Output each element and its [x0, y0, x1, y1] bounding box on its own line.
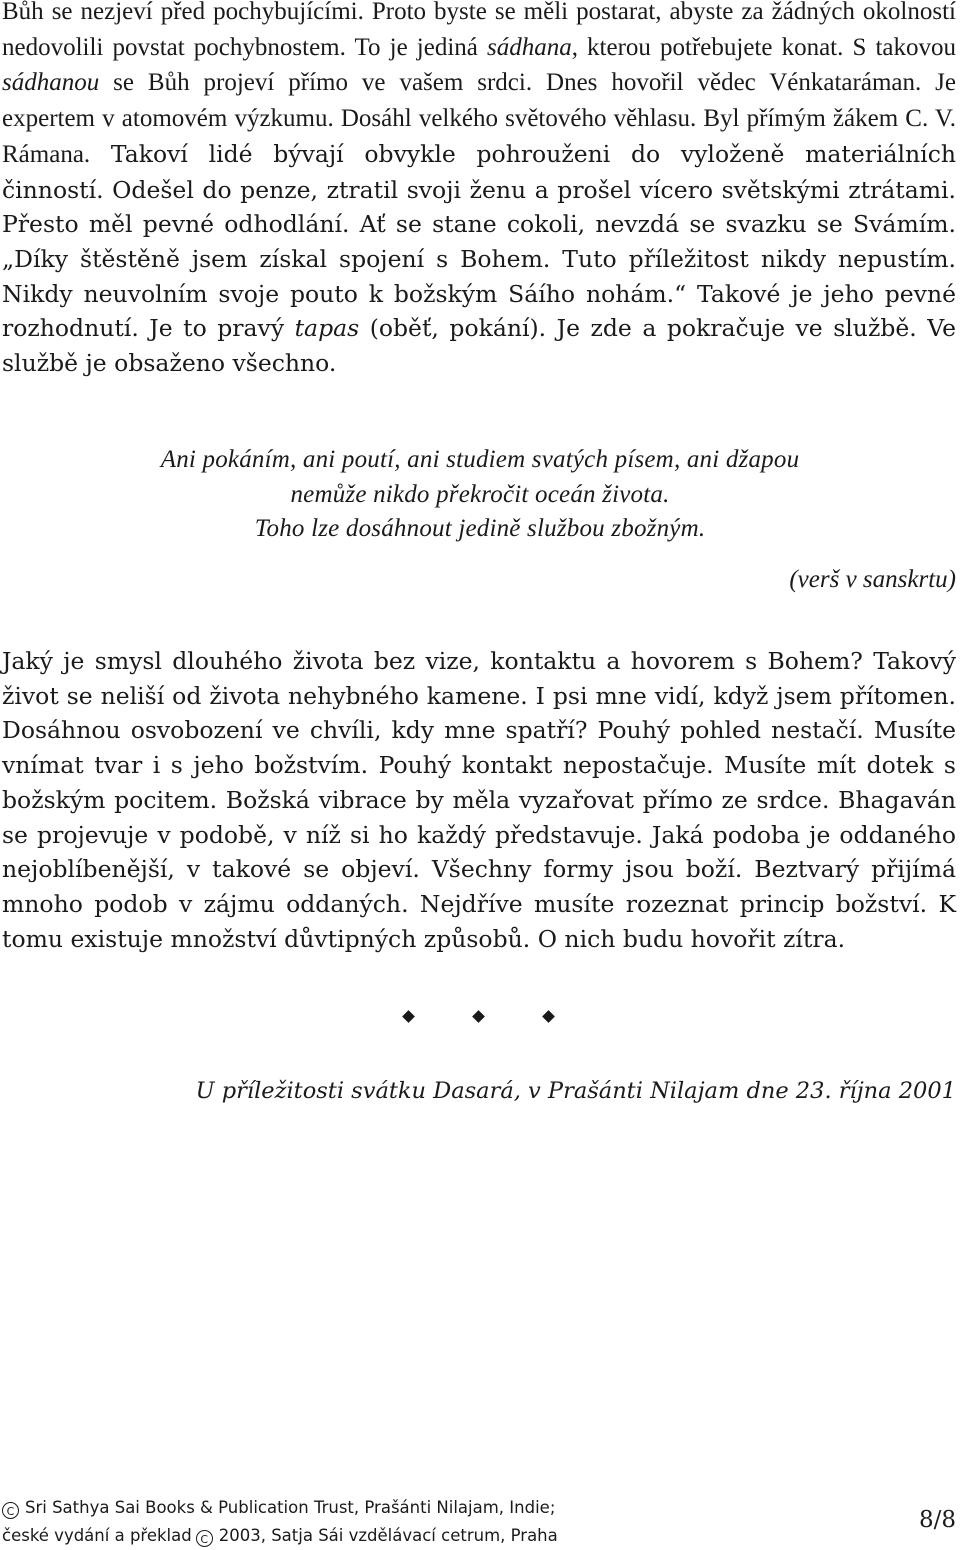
page-number: 8/8: [918, 1507, 956, 1533]
diamond-icon: [402, 1010, 415, 1023]
footer-translation: české vydání a překlad: [2, 1526, 192, 1545]
copyright-icon: C: [2, 1502, 19, 1519]
term-sadhanou: sádhanou: [2, 69, 100, 97]
term-tapas: tapas: [294, 314, 360, 343]
paragraph-2: Jaký je smysl dlouhého života bez vize, kontaktu a hovorem s Bohem? Takový život se neliší od života nehybného kamene. I psi mne vidí, když jsem přítomen. Dosáhnou osvobození ve chvíli, kdy mne spatří? Pouhý pohled nestačí. Musíte vnímat tvar i s jeho božstvím. Pouhý kontakt nepostačuje. Musíte mít dotek s božským pocitem. Božská vibrace by měla vyzařovat přímo ze srdce. Bhagaván se projevuje v podobě, v níž si ho každý představuje. Jaká podoba je oddaného nejoblíbenější, v takové se objeví. Všechny formy jsou boží. Beztvarý přijímá mnoho podob v zájmu oddaných. Nejdříve musíte rozeznat princip božství. K tomu existuje množství důvtipných způsobů. O nich budu hovořit zítra.: [2, 647, 956, 953]
paragraph-1-part-4: Takoví lidé bývají obvykle pohrouženi do vyloženě materiálních činností. Odešel do penze, ztratil svoji ženu a prošel vícero světskými ztrátami. Přesto měl pevné odhodlání. Ať se stane cokoli, nevzdá se svazku se Svámím. „Díky štěstěně jsem získal spojení s Bohem. Tuto příležitost nikdy nepustím. Nikdy neuvolním svoje pouto k božským Sáího nohám.“ Takové je jeho pevné rozhodnutí. Je to pravý: [2, 139, 956, 343]
page-footer: [0, 1494, 960, 1550]
term-sadhana: sádhana: [486, 33, 572, 61]
verse-source: (verš v sanskrtu): [789, 566, 956, 593]
footer-line-2: [2, 1522, 558, 1550]
footer-line-1: [2, 1494, 555, 1522]
verse-line-3: Toho lze dosáhnout jedině službou zbožným.: [254, 515, 706, 542]
diamond-icon: [472, 1010, 485, 1023]
sanskrit-verse: [0, 443, 960, 547]
paragraph-1-part-1: Bůh se nezjeví před pochybujícími. Proto byste se měli postarat, abyste za žádných okolností nedovolili povstat pochybnostem. To je jediná: [2, 0, 956, 61]
footer-publisher: Sri Sathya Sai Books & Publication Trust, Prašánti Nilajam, Indie;: [25, 1498, 556, 1517]
section-divider-ornament: [402, 1004, 558, 1028]
copyright-icon: C: [196, 1530, 213, 1547]
paragraph-1: [2, 0, 956, 381]
footer-translation-year: 2003, Satja Sái vzdělávací cetrum, Praha: [218, 1526, 558, 1545]
paragraph-1-part-5: (oběť, pokání). Je zde a pokračuje ve službě. Ve službě je obsaženo všechno.: [2, 314, 956, 378]
verse-line-1: Ani pokáním, ani poutí, ani studiem svatých písem, ani džapou: [160, 446, 800, 473]
verse-line-2: nemůže nikdo překročit oceán života.: [290, 480, 670, 508]
paragraph-1-part-3: se Bůh projeví přímo ve vašem srdci. Dnes hovořil vědec Vénkataráman. Je expertem v atomovém výzkumu. Dosáhl velkého světového věhlasu. Byl přímým žákem C. V. Rámana.: [2, 69, 956, 168]
diamond-icon: [542, 1010, 555, 1023]
dateline: U příležitosti svátku Dasará, v Prašánti Nilajam dne 23. října 2001: [195, 1078, 956, 1104]
paragraph-1-part-2: , kterou potřebujete konat. S takovou: [571, 33, 957, 61]
